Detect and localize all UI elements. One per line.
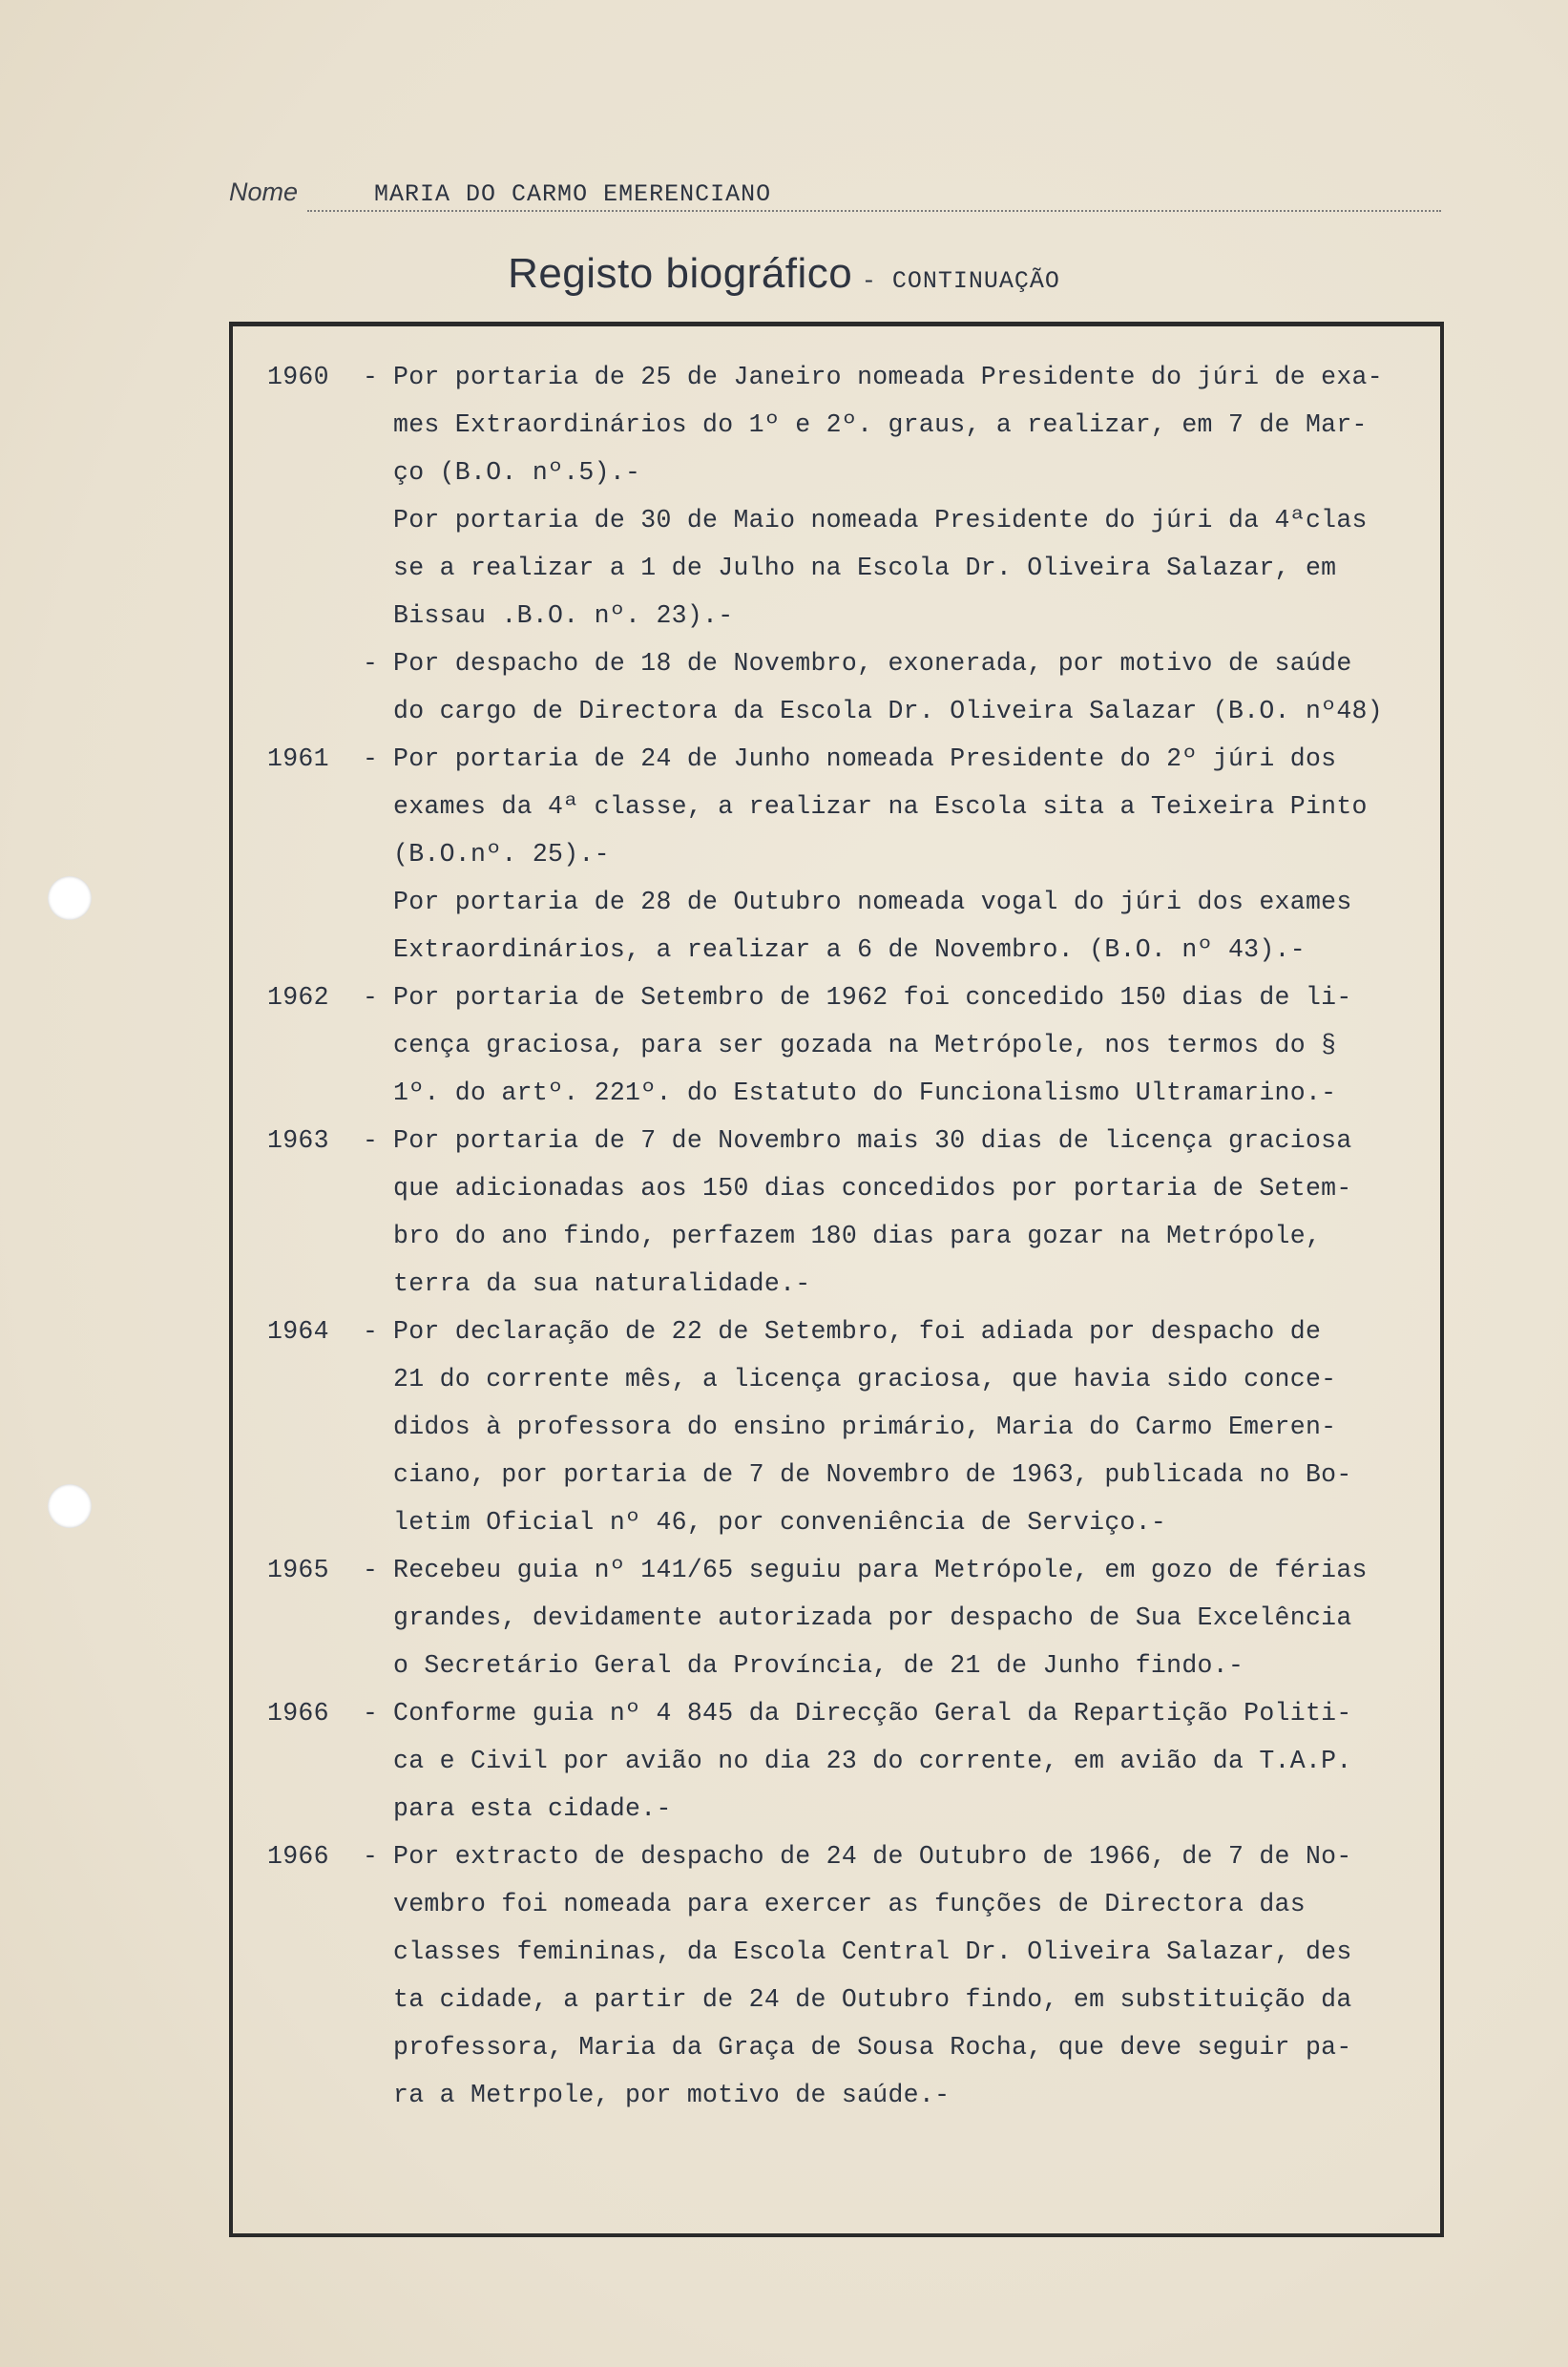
entry-text xyxy=(393,639,1451,735)
entry-dash: - xyxy=(363,744,379,773)
entry-1960-may xyxy=(267,496,1451,639)
entry-dash xyxy=(363,878,393,974)
entry-line: Extraordinários, a realizar a 6 de Novembro. (B.O. nº 43).- xyxy=(393,935,1306,964)
title-continuation: - CONTINUAÇÃO xyxy=(861,267,1060,295)
punch-hole-top xyxy=(48,876,92,920)
title-main: Registo biográfico xyxy=(508,250,853,297)
entry-text xyxy=(393,878,1451,974)
entry-line: Por portaria de Setembro de 1962 foi concedido 150 dias de li- xyxy=(393,983,1352,1012)
entry-1966-guia xyxy=(267,1689,1451,1833)
entry-line: Recebeu guia nº 141/65 seguiu para Metrópole, em gozo de férias xyxy=(393,1556,1368,1584)
entry-line: Por portaria de 7 de Novembro mais 30 dias de licença graciosa xyxy=(393,1126,1352,1155)
entry-1965 xyxy=(267,1546,1451,1689)
name-label: Nome xyxy=(229,178,299,206)
entry-text xyxy=(393,974,1451,1117)
entry-dash: - xyxy=(363,363,379,391)
entry-1963 xyxy=(267,1117,1451,1308)
entry-dash: - xyxy=(363,1556,379,1584)
page-title xyxy=(0,250,1568,298)
entry-line: exames da 4ª classe, a realizar na Escola sita a Teixeira Pinto xyxy=(393,792,1368,821)
entry-text xyxy=(393,1689,1451,1833)
entry-line: 21 do corrente mês, a licença graciosa, que havia sido conce- xyxy=(393,1365,1337,1393)
entry-year: 1966 xyxy=(267,1842,329,1871)
entry-line: grandes, devidamente autorizada por despacho de Sua Excelência xyxy=(393,1603,1352,1632)
entry-year: 1962 xyxy=(267,983,329,1012)
entry-line: classes femininas, da Escola Central Dr. Oliveira Salazar, des xyxy=(393,1938,1352,1966)
name-value: MARIA DO CARMO EMERENCIANO xyxy=(307,180,1441,212)
entry-line: Por despacho de 18 de Novembro, exonerada, por motivo de saúde xyxy=(393,649,1352,678)
entry-1961-june xyxy=(267,735,1451,878)
entry-line: (B.O.nº. 25).- xyxy=(393,840,610,869)
entry-line: Bissau .B.O. nº. 23).- xyxy=(393,601,734,630)
entry-year: 1966 xyxy=(267,1699,329,1728)
entry-year: 1963 xyxy=(267,1126,329,1155)
entry-text xyxy=(393,1546,1451,1689)
entry-line: didos à professora do ensino primário, Maria do Carmo Emeren- xyxy=(393,1413,1337,1441)
entry-line: ra a Metrpole, por motivo de saúde.- xyxy=(393,2081,951,2109)
entry-line: Conforme guia nº 4 845 da Direcção Geral da Repartição Politi- xyxy=(393,1699,1352,1728)
entry-line: Por portaria de 25 de Janeiro nomeada Presidente do júri de exa- xyxy=(393,363,1383,391)
entry-line: Por extracto de despacho de 24 de Outubro de 1966, de 7 de No- xyxy=(393,1842,1352,1871)
name-row xyxy=(229,178,1441,212)
entry-year: 1960 xyxy=(267,363,329,391)
entry-year: 1964 xyxy=(267,1317,329,1346)
entry-text xyxy=(393,735,1451,878)
entry-text xyxy=(393,496,1451,639)
entry-line: ta cidade, a partir de 24 de Outubro findo, em substituição da xyxy=(393,1985,1352,2014)
entry-line: que adicionadas aos 150 dias concedidos por portaria de Setem- xyxy=(393,1174,1352,1203)
entry-text xyxy=(393,1117,1451,1308)
entry-year: 1961 xyxy=(267,744,329,773)
entry-line: ca e Civil por avião no dia 23 do corrente, em avião da T.A.P. xyxy=(393,1747,1352,1775)
entry-dash: - xyxy=(363,1317,379,1346)
entry-year: 1965 xyxy=(267,1556,329,1584)
entry-line: ciano, por portaria de 7 de Novembro de 1963, publicada no Bo- xyxy=(393,1460,1352,1489)
punch-hole-bottom xyxy=(48,1484,92,1528)
entry-line: o Secretário Geral da Província, de 21 de Junho findo.- xyxy=(393,1651,1244,1680)
entry-line: professora, Maria da Graça de Sousa Rocha, que deve seguir pa- xyxy=(393,2033,1352,2062)
entry-dash: - xyxy=(363,649,379,678)
entry-line: letim Oficial nº 46, por conveniência de Serviço.- xyxy=(393,1508,1167,1537)
entry-dash: - xyxy=(363,1699,379,1728)
entry-text xyxy=(393,1833,1451,2119)
entry-line: vembro foi nomeada para exercer as funções de Directora das xyxy=(393,1890,1306,1918)
entry-year xyxy=(267,878,363,974)
entry-1961-october xyxy=(267,878,1451,974)
entry-line: mes Extraordinários do 1º e 2º. graus, a realizar, em 7 de Mar- xyxy=(393,410,1368,439)
entry-line: Por portaria de 28 de Outubro nomeada vogal do júri dos exames xyxy=(393,888,1352,916)
entry-line: ço (B.O. nº.5).- xyxy=(393,458,641,487)
entry-text xyxy=(393,1308,1451,1546)
entry-line: se a realizar a 1 de Julho na Escola Dr. Oliveira Salazar, em xyxy=(393,554,1337,582)
entry-year xyxy=(267,496,363,639)
entry-1962 xyxy=(267,974,1451,1117)
entry-dash: - xyxy=(363,983,379,1012)
entry-year xyxy=(267,639,363,735)
entry-dash: - xyxy=(363,1842,379,1871)
entry-line: para esta cidade.- xyxy=(393,1794,672,1823)
entry-1964 xyxy=(267,1308,1451,1546)
entry-1966-despacho xyxy=(267,1833,1451,2119)
entry-line: Por portaria de 24 de Junho nomeada Presidente do 2º júri dos xyxy=(393,744,1337,773)
entry-1960-november xyxy=(267,639,1451,735)
entries-list xyxy=(267,353,1451,2119)
entry-line: 1º. do artº. 221º. do Estatuto do Funcionalismo Ultramarino.- xyxy=(393,1079,1337,1107)
entry-line: terra da sua naturalidade.- xyxy=(393,1269,811,1298)
entry-line: cença graciosa, para ser gozada na Metrópole, nos termos do § xyxy=(393,1031,1337,1059)
entry-line: Por declaração de 22 de Setembro, foi adiada por despacho de xyxy=(393,1317,1322,1346)
entry-1960-january xyxy=(267,353,1451,496)
entry-text xyxy=(393,353,1451,496)
entry-dash xyxy=(363,496,393,639)
entry-line: do cargo de Directora da Escola Dr. Oliveira Salazar (B.O. nº48) xyxy=(393,697,1383,725)
entry-dash: - xyxy=(363,1126,379,1155)
entry-line: Por portaria de 30 de Maio nomeada Presidente do júri da 4ªclas xyxy=(393,506,1368,534)
entry-line: bro do ano findo, perfazem 180 dias para gozar na Metrópole, xyxy=(393,1222,1322,1250)
